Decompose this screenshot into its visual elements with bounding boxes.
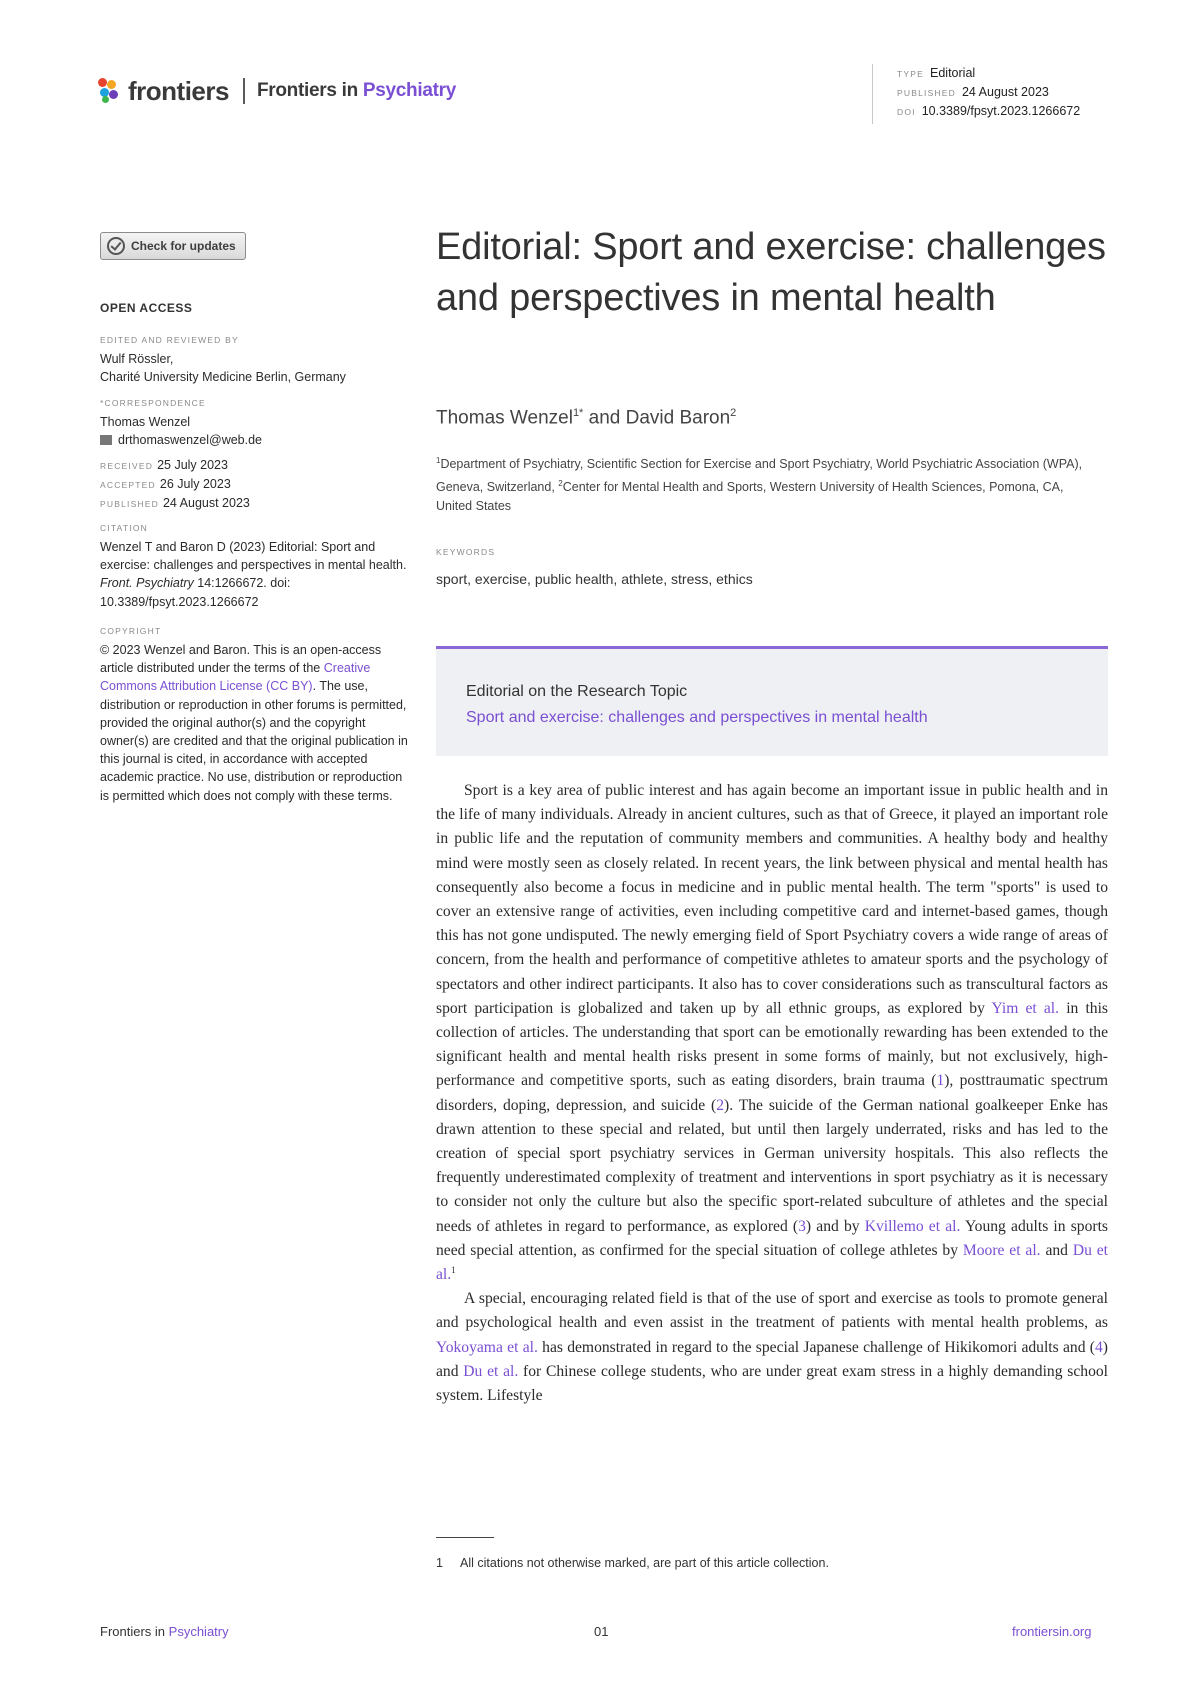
- author-1[interactable]: Thomas Wenzel: [436, 407, 573, 429]
- citation-doi: 14:1266672. doi: 10.3389/fpsyt.2023.1266672: [100, 576, 291, 609]
- date-accepted-key: ACCEPTED: [100, 480, 156, 491]
- footnote-marker[interactable]: 1: [451, 1264, 456, 1275]
- p2-text-c: ) and: [436, 1338, 1108, 1380]
- footnote-number: 1: [436, 1556, 443, 1570]
- correspondence-email-row: [100, 431, 410, 449]
- ref-link-yokoyama[interactable]: Yokoyama et al.: [436, 1338, 538, 1356]
- p1-and: and: [1045, 1241, 1068, 1259]
- meta-published: [897, 83, 1080, 102]
- citation-section: [100, 522, 410, 611]
- check-updates-label: Check for updates: [131, 239, 236, 253]
- research-topic-label: Editorial on the Research Topic: [466, 683, 688, 700]
- journal-name: [257, 80, 456, 102]
- footnote-text: All citations not otherwise marked, are part of this article collection.: [460, 1556, 829, 1570]
- ref-4-link[interactable]: 4: [1095, 1338, 1103, 1356]
- author-1-sup: 1*: [572, 407, 584, 419]
- keywords: sport, exercise, public health, athlete, stress, ethics: [436, 571, 753, 587]
- affil-1: Department of Psychiatry, Scientific Section for Exercise and Sport Psychiatry, World Psychiatric Association (WPA), Geneva, Switzerland,: [436, 457, 1083, 495]
- citation-journal: Front. Psychiatry: [100, 576, 194, 591]
- p1-text-e: ) and by: [805, 1217, 860, 1235]
- footer-journal[interactable]: [100, 1624, 229, 1639]
- dates-section: [100, 456, 410, 514]
- research-topic-box: [436, 646, 1108, 756]
- check-for-updates-button[interactable]: [100, 232, 246, 260]
- ref-link-moore[interactable]: Moore et al.: [962, 1241, 1041, 1259]
- date-published-key: PUBLISHED: [100, 499, 159, 510]
- page-number: 01: [594, 1624, 609, 1639]
- copyright-text-start: © 2023 Wenzel and Baron. This is an open-access article distributed under the terms of the: [100, 643, 382, 676]
- ref-link-du-2[interactable]: Du et al.: [463, 1362, 519, 1380]
- paragraph-1: [436, 779, 1108, 1287]
- ref-link-kvillemo[interactable]: Kvillemo et al.: [864, 1217, 961, 1235]
- ref-link-du[interactable]: Du et al.: [436, 1241, 1108, 1284]
- meta-doi: [897, 102, 1080, 121]
- research-topic-link[interactable]: Sport and exercise: challenges and perspectives in mental health: [466, 709, 928, 726]
- ref-3-link[interactable]: 3: [798, 1217, 806, 1235]
- correspondence-key: *CORRESPONDENCE: [100, 398, 206, 408]
- copyright-text-end: . The use, distribution or reproduction in other forums is permitted, provided the original author(s) and the copyright owner(s) are credited and that the original publication in this journal is cited, in accordance with accepted academic practice. No use, distribution or reproduction is permitted which does not comply with these terms.: [100, 679, 408, 803]
- journal-prefix: Frontiers in: [256, 80, 358, 101]
- p2-text-d: for Chinese college students, who are under great exam stress in a highly demanding school system. Lifestyle: [436, 1362, 1108, 1405]
- author-and: and: [583, 407, 626, 429]
- p1-text-b: in this collection of articles. The understanding that sport can be emotionally rewarding has been extended to the significant health and mental health risks present in some forms of mainly, but not exclusively, high-performance and competitive sports, such as eating disorders, brain trauma (: [436, 999, 1108, 1090]
- date-published: [100, 494, 410, 513]
- meta-doi-key: DOI: [897, 107, 916, 117]
- editor-affiliation: Charité University Medicine Berlin, Germany: [100, 370, 346, 385]
- date-received-value: 25 July 2023: [157, 458, 228, 472]
- open-access-label: OPEN ACCESS: [100, 301, 193, 315]
- p1-text-c: ), posttraumatic spectrum disorders, doping, depression, and suicide (: [436, 1072, 1108, 1114]
- keywords-key: KEYWORDS: [436, 547, 496, 557]
- meta-type-key: TYPE: [897, 69, 925, 79]
- editor-name: Wulf Rössler,: [100, 352, 174, 366]
- edited-by-key: EDITED AND REVIEWED BY: [100, 335, 239, 345]
- cc-license-link[interactable]: Creative Commons Attribution License (CC BY): [100, 661, 371, 694]
- correspondence-email[interactable]: drthomaswenzel@web.de: [118, 433, 263, 448]
- p1-text-a: Sport is a key area of public interest and has again become an important issue in public health and in the life of many individuals. Already in ancient cultures, such as that of Greece, it played an important role in public life and the reputation of community members and communities. A healthy body and healthy mind were mostly seen as closely related. In recent years, the link between physical and mental health has consequently also become a focus in medicine and in public mental health. The term "sports" is used to cover an extensive range of activities, even including competitive card and internet-based games, though this has not gone undisputed. The newly emerging field of Sport Psychiatry covers a wide range of areas of concern, from the health and performance of competitive athletes to amateur sports and the psychology of spectators and other indirect participants. It also has to cover considerations such as transcultural factors as sport participation is globalized and taken up by all ethnic groups, as explored by: [436, 782, 1108, 1017]
- ref-1-link[interactable]: 1: [936, 1072, 945, 1090]
- check-updates-icon: [107, 237, 125, 255]
- date-accepted: [100, 475, 410, 494]
- footer-site-link[interactable]: frontiersin.org: [1012, 1624, 1092, 1639]
- author-list: [436, 407, 736, 429]
- ref-2-link[interactable]: 2: [716, 1096, 725, 1114]
- meta-published-key: PUBLISHED: [897, 88, 956, 98]
- frontiers-logo-mark-icon: [98, 78, 124, 104]
- affiliations: [436, 451, 1086, 516]
- author-2-sup: 2: [730, 407, 737, 419]
- citation-key: CITATION: [100, 523, 149, 533]
- correspondence-section: [100, 397, 410, 449]
- affil-1-sup: 1: [436, 456, 441, 465]
- citation-text-main: Wenzel T and Baron D (2023) Editorial: Sport and exercise: challenges and perspectives in mental health.: [100, 540, 407, 573]
- meta-published-value: 24 August 2023: [961, 85, 1049, 99]
- meta-type-value: Editorial: [930, 66, 976, 80]
- author-2[interactable]: David Baron: [625, 407, 731, 429]
- p2-text-b: has demonstrated in regard to the special Japanese challenge of Hikikomori adults and (: [542, 1338, 1095, 1356]
- p1-text-d: ). The suicide of the German national goalkeeper Enke has drawn attention to these special and related, but until then largely underrated, risks and has led to the creation of special sport psychiatry services in German university hospitals. This also reflects the frequently underestimated complexity of treatment and interventions in sport psychiatry as it is necessary to consider not only the culture but also the specific sport-related subculture of athletes and the special needs of athletes in regard to performance, as explored (: [436, 1096, 1108, 1235]
- copyright-section: [100, 625, 410, 805]
- date-published-value: 24 August 2023: [162, 496, 250, 511]
- ref-link-yim[interactable]: Yim et al.: [991, 999, 1060, 1017]
- footnote-divider: [436, 1537, 494, 1538]
- frontiers-logo[interactable]: [98, 76, 456, 106]
- mail-icon: [100, 435, 112, 445]
- citation-text: [100, 538, 410, 611]
- meta-doi-value[interactable]: 10.3389/fpsyt.2023.1266672: [921, 104, 1081, 118]
- date-received: [100, 456, 410, 475]
- date-accepted-value: 26 July 2023: [159, 477, 231, 492]
- copyright-text: [100, 641, 410, 805]
- logo-wordmark: frontiers: [128, 75, 229, 106]
- journal-accent: Psychiatry: [362, 80, 456, 101]
- affil-2-sup: 2: [558, 479, 563, 489]
- date-received-key: RECEIVED: [100, 461, 154, 471]
- edited-by-section: [100, 334, 410, 386]
- article-meta: [872, 64, 1080, 124]
- p1-text-f: Young adults in sports need special attention, as confirmed for the special situation of college athletes by: [436, 1217, 1108, 1259]
- article-body: [436, 779, 1108, 1408]
- correspondence-name: Thomas Wenzel: [100, 415, 191, 429]
- footnote: [436, 1556, 829, 1570]
- p2-text-a: A special, encouraging related field is that of the use of sport and exercise as tools to promote general and psychological health and even assist in the treatment of patients with mental health problems, as: [436, 1290, 1108, 1332]
- footer-journal-prefix: Frontiers in: [100, 1624, 166, 1639]
- copyright-key: COPYRIGHT: [100, 626, 162, 636]
- affil-2: Center for Mental Health and Sports, Western University of Health Sciences, Pomona, CA, United States: [436, 480, 1064, 514]
- paragraph-2: [436, 1287, 1108, 1408]
- logo-divider: [243, 78, 245, 104]
- meta-type: [897, 64, 1080, 83]
- footer-journal-accent: Psychiatry: [168, 1624, 229, 1639]
- article-title: Editorial: Sport and exercise: challenges and perspectives in mental health: [436, 226, 1106, 319]
